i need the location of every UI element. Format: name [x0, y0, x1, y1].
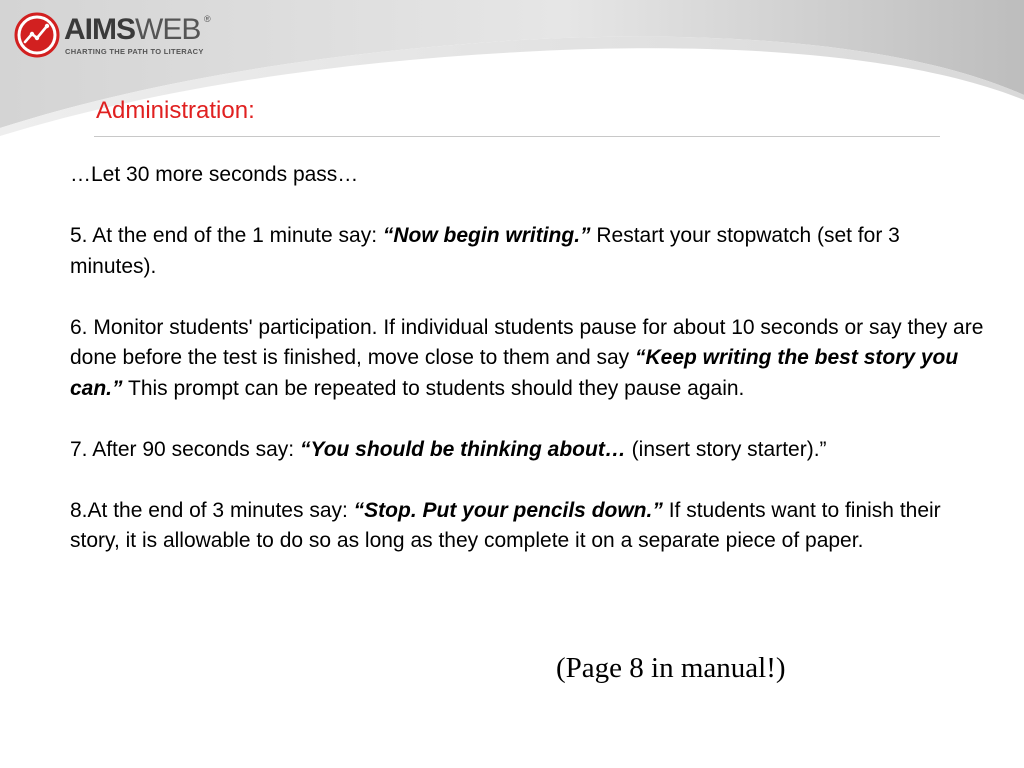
aimsweb-chart-logo-icon [14, 12, 60, 58]
manual-page-reference: (Page 8 in manual!) [556, 652, 786, 684]
instruction-text: 5. At the end of the 1 minute say: [70, 224, 383, 247]
instruction-text: 6. Monitor students' participation. If individual students pause for about 10 seconds or say they are done before the test is finished, move close to them and say [70, 315, 984, 369]
instructions-body [70, 160, 990, 587]
instruction-paragraph [70, 221, 990, 282]
logo-tagline: CHARTING THE PATH TO LITERACY [65, 47, 204, 56]
instruction-paragraph [70, 313, 990, 405]
instruction-paragraph [70, 435, 990, 466]
logo-wordmark [64, 15, 200, 45]
logo-wordmark-regular: WEB [135, 13, 201, 46]
instruction-paragraph [70, 496, 990, 557]
instruction-text: Restart your stopwatch (set for 3 minutes). [70, 224, 900, 278]
registered-mark: ® [204, 14, 211, 24]
instruction-text: If students want to finish their story, it is allowable to do so as long as they complete it on a separate piece of paper. [70, 498, 941, 552]
aimsweb-logo [14, 12, 214, 62]
spoken-prompt: “Stop. Put your pencils down.” [353, 498, 663, 522]
spoken-prompt: “Keep writing the best story you can.” [70, 346, 959, 400]
instruction-paragraph [70, 160, 990, 191]
title-divider [94, 136, 940, 137]
instruction-text: …Let 30 more seconds pass… [70, 163, 359, 186]
instruction-text: This prompt can be repeated to students should they pause again. [122, 376, 745, 400]
instruction-text: 8.At the end of 3 minutes say: [70, 498, 354, 522]
instruction-text: (insert story starter).” [625, 437, 827, 461]
instruction-text: 7. After 90 seconds say: [70, 437, 300, 461]
spoken-prompt: “You should be thinking about… [299, 437, 626, 461]
slide-title: Administration: [96, 97, 255, 124]
spoken-prompt: “Now begin writing.” [382, 224, 591, 247]
logo-wordmark-bold: AIMS [64, 13, 135, 46]
